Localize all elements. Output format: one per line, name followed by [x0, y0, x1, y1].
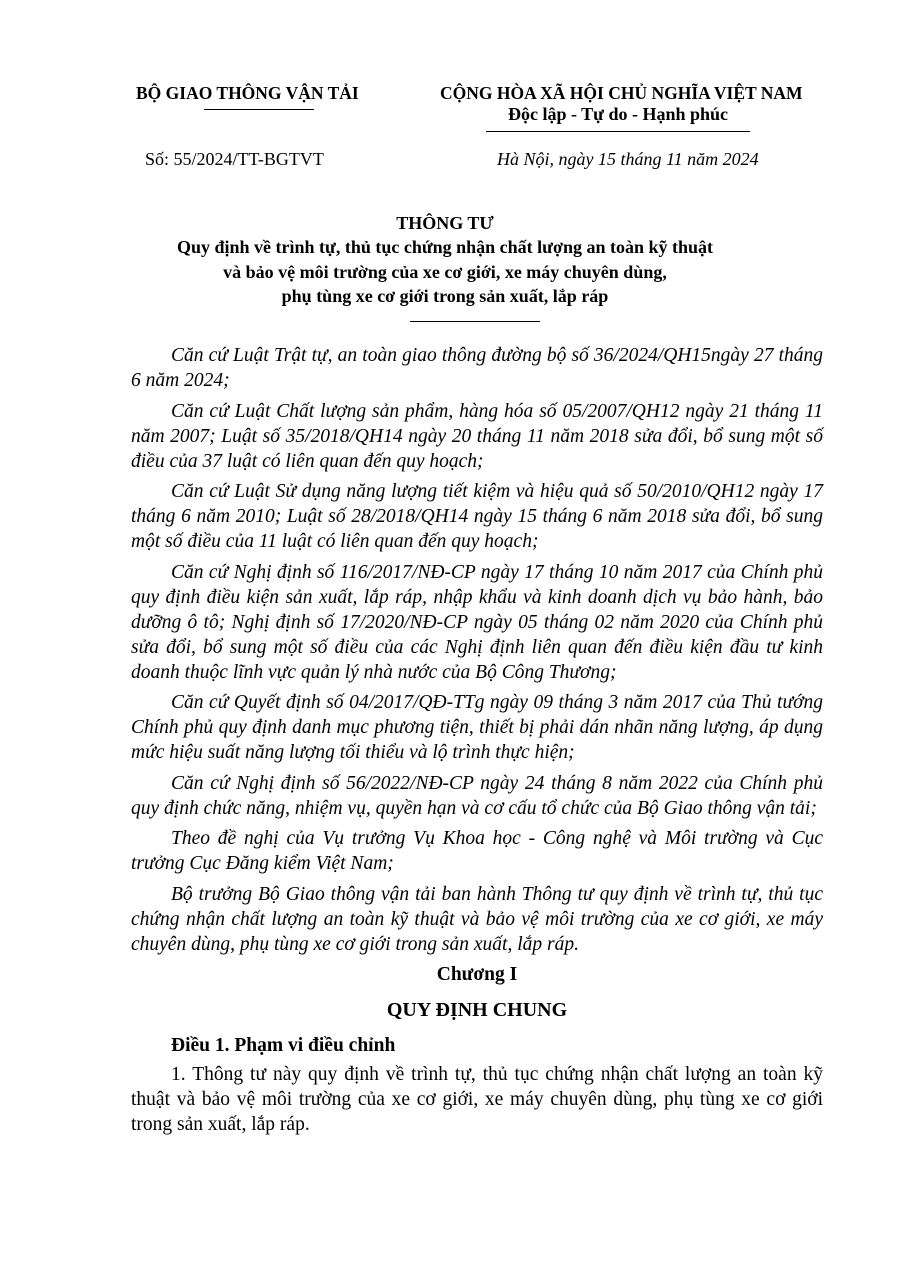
title-underline [410, 321, 540, 322]
basis-paragraph: Theo đề nghị của Vụ trưởng Vụ Khoa học - Công nghệ và Môi trường và Cục trưởng Cục Đăng kiểm Việt Nam; [131, 828, 823, 874]
basis-paragraph: Căn cứ Nghị định số 56/2022/NĐ-CP ngày 24 tháng 8 năm 2022 của Chính phủ quy định chức năng, nhiệm vụ, quyền hạn và cơ cấu tổ chức của Bộ Giao thông vận tải; [131, 772, 823, 819]
subject-line: và bảo vệ môi trường của xe cơ giới, xe máy chuyên dùng, [223, 261, 667, 282]
basis-paragraph: Căn cứ Luật Sử dụng năng lượng tiết kiệm và hiệu quả số 50/2010/QH12 ngày 17 tháng 6 năm 2010; Luật số 28/2018/QH14 ngày 15 tháng 6 năm 2018 sửa đổi, bổ sung một số điều của 11 luật có liên quan đến quy hoạch; [131, 481, 823, 552]
chapter-title: QUY ĐỊNH CHUNG [386, 999, 568, 1021]
subject-line: Quy định về trình tự, thủ tục chứng nhận chất lượng an toàn kỹ thuật [176, 237, 713, 257]
national-motto: Độc lập - Tự do - Hạnh phúc [508, 104, 729, 124]
article-clause: 1. Thông tư này quy định về trình tự, thủ tục chứng nhận chất lượng an toàn kỹ thuật và bảo vệ môi trường của xe cơ giới, xe máy chuyên dùng, phụ tùng xe cơ giới trong sản xuất, lắp ráp. [131, 1064, 823, 1135]
basis-paragraph: Căn cứ Nghị định số 116/2017/NĐ-CP ngày 17 tháng 10 năm 2017 của Chính phủ quy định điều kiện sản xuất, lắp ráp, nhập khẩu và kinh doanh dịch vụ bảo hành, bảo dưỡng ô tô; Nghị định số 17/2020/NĐ-CP ngày 05 tháng 02 năm 2020 của Chính phủ sửa đổi, bổ sung một số điều của các Nghị định liên quan đến điều kiện đầu tư kinh doanh thuộc lĩnh vực quản lý nhà nước của Bộ Công Thương; [131, 561, 823, 683]
document-number: Số: 55/2024/TT-BGTVT [145, 149, 324, 169]
ministry-underline [204, 109, 314, 110]
basis-paragraph: Bộ trưởng Bộ Giao thông vận tải ban hành Thông tư quy định về trình tự, thủ tục chứng nhận chất lượng an toàn kỹ thuật và bảo vệ môi trường của xe cơ giới, xe máy chuyên dùng, phụ tùng xe cơ giới trong sản xuất, lắp ráp. [131, 883, 823, 955]
document-body [131, 343, 823, 1143]
article-heading: Điều 1. Phạm vi điều chỉnh [171, 1035, 396, 1056]
basis-paragraph: Căn cứ Luật Chất lượng sản phẩm, hàng hóa số 05/2007/QH12 ngày 21 tháng 11 năm 2007; Luật số 35/2018/QH14 ngày 20 tháng 11 năm 2018 sửa đổi, bổ sung một số điều của 37 luật có liên quan đến quy hoạch; [131, 400, 823, 472]
chapter-number: Chương I [436, 964, 518, 985]
legal-basis [131, 343, 823, 957]
issuing-ministry: BỘ GIAO THÔNG VẬN TẢI [136, 83, 359, 103]
basis-paragraph: Căn cứ Luật Trật tự, an toàn giao thông đường bộ số 36/2024/QH15ngày 27 tháng 6 năm 2024; [131, 345, 823, 391]
title-block [100, 211, 790, 309]
document-type: THÔNG TƯ [396, 213, 494, 233]
place-and-date: Hà Nội, ngày 15 tháng 11 năm 2024 [497, 149, 759, 169]
national-title: CỘNG HÒA XÃ HỘI CHỦ NGHĨA VIỆT NAM [440, 83, 803, 103]
motto-underline [486, 131, 750, 132]
subject-line: phụ tùng xe cơ giới trong sản xuất, lắp ráp [281, 286, 609, 306]
basis-paragraph: Căn cứ Quyết định số 04/2017/QĐ-TTg ngày 09 tháng 3 năm 2017 của Thủ tướng Chính phủ quy định danh mục phương tiện, thiết bị phải dán nhãn năng lượng, áp dụng mức hiệu suất năng lượng tối thiểu và lộ trình thực hiện; [131, 692, 823, 763]
